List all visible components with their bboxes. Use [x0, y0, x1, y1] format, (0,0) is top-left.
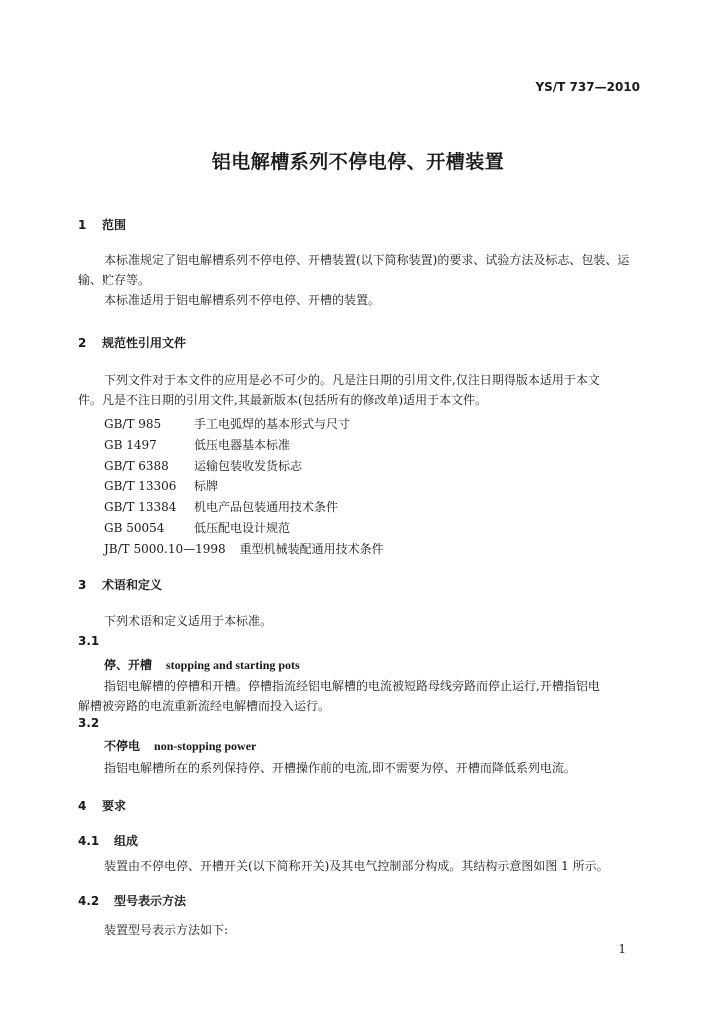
section-title: 规范性引用文件	[102, 336, 187, 350]
paragraph-line: 本标准规定了铝电解槽系列不停电停、开槽装置(以下简称装置)的要求、试验方法及标志、包装、运	[104, 253, 630, 267]
reference-list	[104, 414, 384, 560]
page-number: 1	[618, 942, 626, 956]
paragraph-line: 装置型号表示方法如下:	[104, 923, 229, 937]
reference-code: JB/T 5000.10—1998	[104, 541, 226, 556]
subsection-number: 4.1	[78, 834, 100, 848]
paragraph-line: 下列术语和定义适用于本标准。	[104, 614, 273, 628]
reference-item	[104, 476, 384, 497]
section-number: 4	[78, 799, 87, 813]
definition-line: 解槽被旁路的电流重新流经电解槽而投入运行。	[78, 699, 331, 713]
reference-name: 低压配电设计规范	[194, 520, 291, 535]
term-chinese: 停、开槽	[104, 658, 153, 672]
term-english: stopping and starting pots	[166, 658, 300, 672]
section-3-heading	[78, 576, 162, 593]
definition-line: 指铝电解槽所在的系列保持停、开槽操作前的电流,即不需要为停、开槽而降低系列电流。	[104, 761, 576, 775]
reference-item	[104, 518, 384, 539]
reference-code: GB/T 6388	[104, 458, 169, 473]
paragraph-line: 下列文件对于本文件的应用是必不可少的。凡是注日期的引用文件,仅注日期得版本适用于本文	[104, 373, 600, 387]
reference-name: 机电产品包装通用技术条件	[194, 500, 339, 515]
paragraph-line: 本标准适用于铝电解槽系列不停电停、开槽的装置。	[104, 293, 381, 307]
subsection-title: 组成	[114, 834, 139, 848]
reference-name: 手工电弧焊的基本形式与尺寸	[194, 417, 351, 431]
standard-number: YS/T 737—2010	[535, 80, 640, 94]
section-2-heading	[78, 334, 186, 351]
paragraph-line: 装置由不停电停、开槽开关(以下简称开关)及其电气控制部分构成。其结构示意图如图 1 所示。	[104, 859, 609, 873]
section-title: 范围	[102, 218, 127, 232]
term-entry	[104, 656, 300, 673]
section-1-heading	[78, 216, 126, 233]
section-number: 1	[78, 218, 87, 232]
reference-name: 低压电器基本标准	[194, 437, 291, 452]
definition-line: 指铝电解槽的停槽和开槽。停槽指流经铝电解槽的电流被短路母线旁路而停止运行,开槽指铝电	[104, 679, 600, 693]
reference-item	[104, 435, 384, 456]
reference-code: GB/T 985	[104, 417, 162, 431]
reference-item	[104, 497, 384, 518]
subsection-number: 4.2	[78, 894, 100, 908]
reference-name: 运输包装收发货标志	[194, 458, 303, 473]
reference-item	[104, 414, 384, 435]
document-title: 铝电解槽系列不停电停、开槽装置	[211, 151, 505, 173]
section-number: 2	[78, 336, 87, 350]
subsection-4-1-heading	[78, 832, 138, 849]
section-title: 术语和定义	[102, 578, 163, 592]
reference-name: 重型机械装配通用技术条件	[239, 541, 384, 556]
term-english: non-stopping power	[154, 739, 257, 753]
term-chinese: 不停电	[104, 739, 141, 753]
subsection-title: 型号表示方法	[114, 894, 187, 908]
paragraph-line: 输、贮存等。	[78, 273, 151, 287]
term-number: 3.2	[78, 716, 100, 730]
reference-code: GB 50054	[104, 520, 165, 535]
term-entry	[104, 737, 256, 754]
reference-code: GB/T 13306	[104, 479, 177, 494]
term-number: 3.1	[78, 634, 100, 648]
reference-code: GB/T 13384	[104, 500, 177, 515]
section-title: 要求	[102, 799, 127, 813]
reference-item	[104, 456, 384, 477]
reference-item	[104, 539, 384, 560]
reference-name: 标牌	[194, 479, 219, 494]
section-number: 3	[78, 578, 87, 592]
paragraph-line: 件。凡是不注日期的引用文件,其最新版本(包括所有的修改单)适用于本文件。	[78, 393, 488, 407]
subsection-4-2-heading	[78, 892, 186, 909]
section-4-heading	[78, 797, 126, 814]
reference-code: GB 1497	[104, 437, 157, 452]
